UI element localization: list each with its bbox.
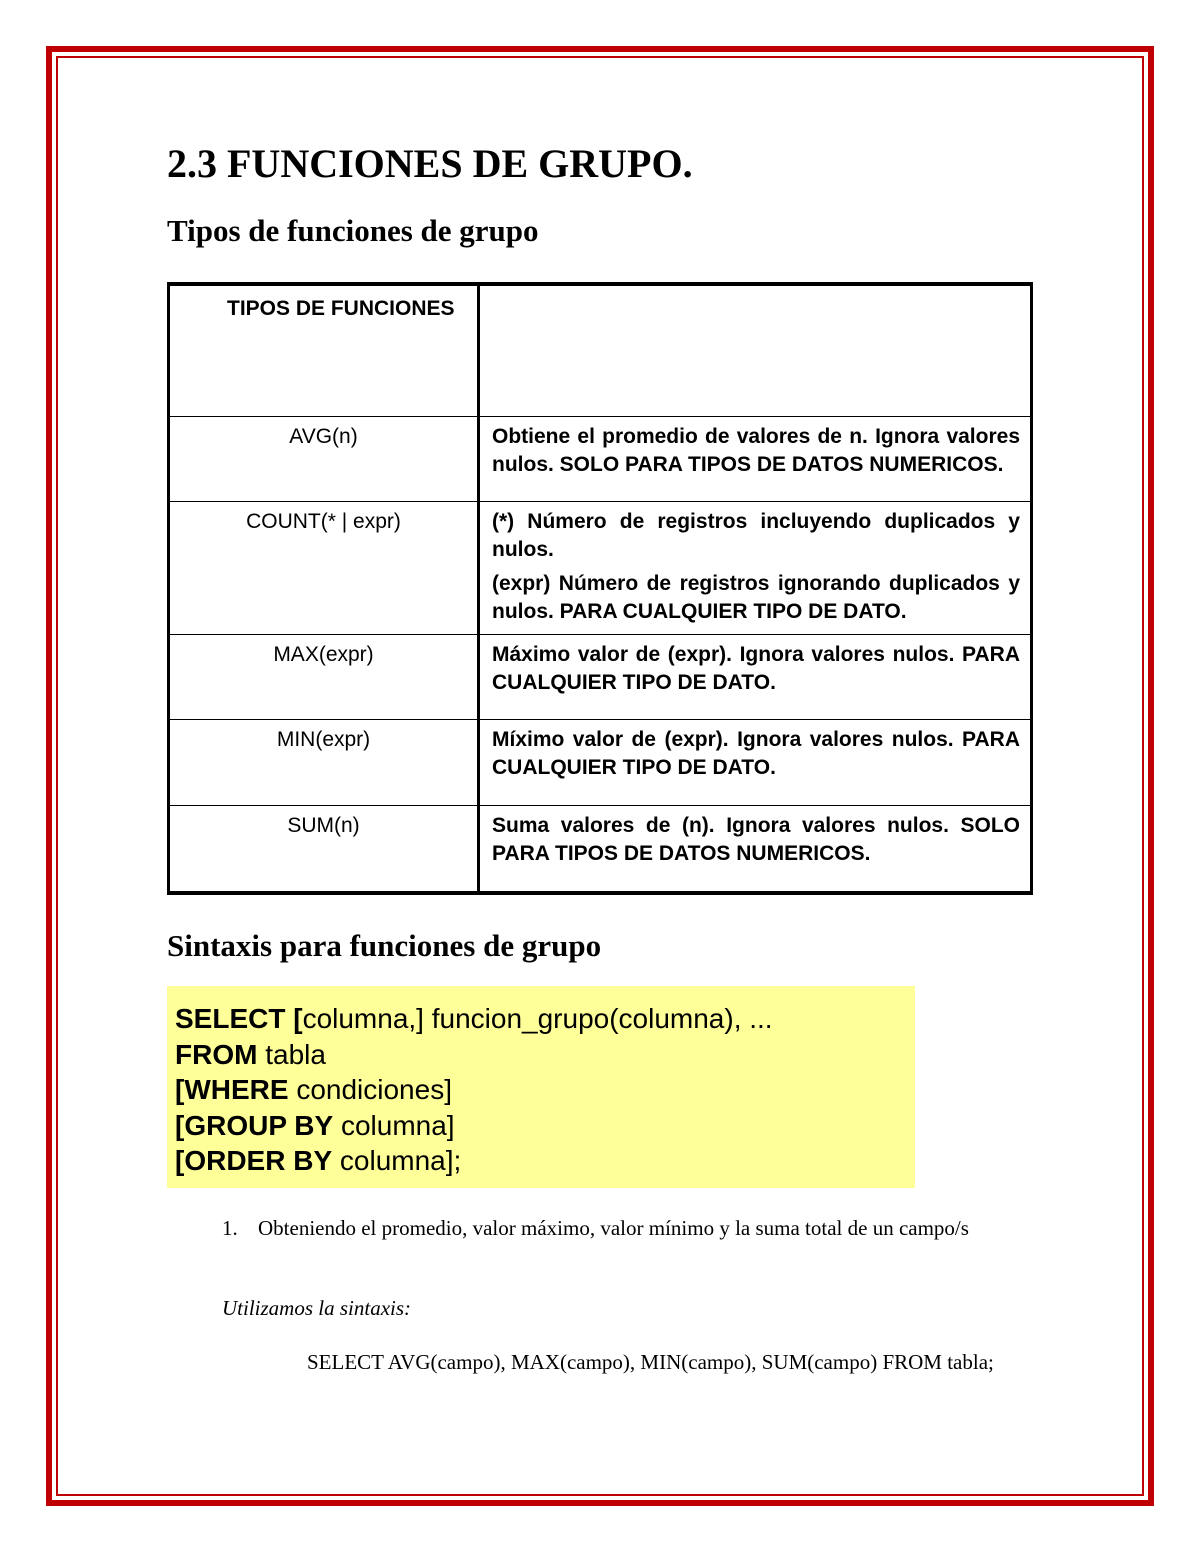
description-text: Máximo valor de (expr). Ignora valores nulos. PARA CUALQUIER TIPO DE DATO. — [492, 643, 1020, 694]
page-title: 2.3 FUNCIONES DE GRUPO. — [167, 141, 693, 186]
list-number: 1. — [222, 1216, 238, 1240]
syntax-rest: condiciones] — [288, 1074, 452, 1105]
functions-table — [167, 282, 1033, 895]
syntax-rest: tabla — [257, 1038, 326, 1070]
table-row — [169, 806, 1032, 894]
syntax-keyword: [GROUP BY — [175, 1109, 334, 1141]
function-name: MAX(expr) — [169, 635, 479, 720]
syntax-line — [175, 1037, 907, 1073]
description-text: (expr) Número de registros ignorando duplicados y nulos. PARA CUALQUIER TIPO DE DATO. — [492, 572, 1020, 623]
function-description — [479, 720, 1032, 806]
function-description — [479, 806, 1032, 894]
syntax-line — [175, 1001, 907, 1037]
table-header-cell-empty — [479, 284, 1032, 417]
syntax-line — [175, 1108, 907, 1144]
table-row — [169, 417, 1032, 502]
function-description — [479, 635, 1032, 720]
function-name: SUM(n) — [169, 806, 479, 894]
list-item — [222, 1212, 1032, 1244]
function-description — [479, 502, 1032, 635]
list-text: Obteniendo el promedio, valor máximo, valor mínimo y la suma total de un campo/s — [258, 1216, 969, 1240]
section-heading-syntax: Sintaxis para funciones de grupo — [167, 928, 602, 963]
syntax-keyword: SELECT [ — [175, 1003, 303, 1034]
description-text: (*) Número de registros incluyendo duplicados y nulos. — [492, 510, 1020, 561]
syntax-keyword: [ORDER BY — [175, 1145, 333, 1176]
section-heading-types: Tipos de funciones de grupo — [167, 213, 539, 248]
table-row — [169, 720, 1032, 806]
table-header-cell: TIPOS DE FUNCIONES — [169, 284, 479, 417]
table-header-row — [169, 284, 1032, 417]
function-description — [479, 417, 1032, 502]
syntax-keyword: FROM — [175, 1038, 258, 1070]
syntax-line — [175, 1143, 907, 1179]
function-name: COUNT(* | expr) — [169, 502, 479, 635]
intro-text: Utilizamos la sintaxis: — [222, 1296, 412, 1320]
syntax-rest: columna]; — [332, 1145, 462, 1176]
function-name: AVG(n) — [169, 417, 479, 502]
function-name: MIN(expr) — [169, 720, 479, 806]
example-query: SELECT AVG(campo), MAX(campo), MIN(campo), SUM(campo) FROM tabla; — [307, 1350, 994, 1374]
syntax-line — [175, 1072, 907, 1108]
table-row — [169, 502, 1032, 635]
description-text: Míximo valor de (expr). Ignora valores nulos. PARA CUALQUIER TIPO DE DATO. — [492, 728, 1020, 779]
syntax-rest: columna,] funcion_grupo(columna), ... — [302, 1003, 773, 1034]
description-text: Obtiene el promedio de valores de n. Ignora valores nulos. SOLO PARA TIPOS DE DATOS NUMERICOS. — [492, 425, 1020, 476]
syntax-code-box — [167, 986, 915, 1188]
syntax-rest: columna] — [333, 1109, 455, 1141]
syntax-keyword: [WHERE — [175, 1074, 289, 1105]
table-row — [169, 635, 1032, 720]
description-text: Suma valores de (n). Ignora valores nulos. SOLO PARA TIPOS DE DATOS NUMERICOS. — [492, 814, 1020, 865]
